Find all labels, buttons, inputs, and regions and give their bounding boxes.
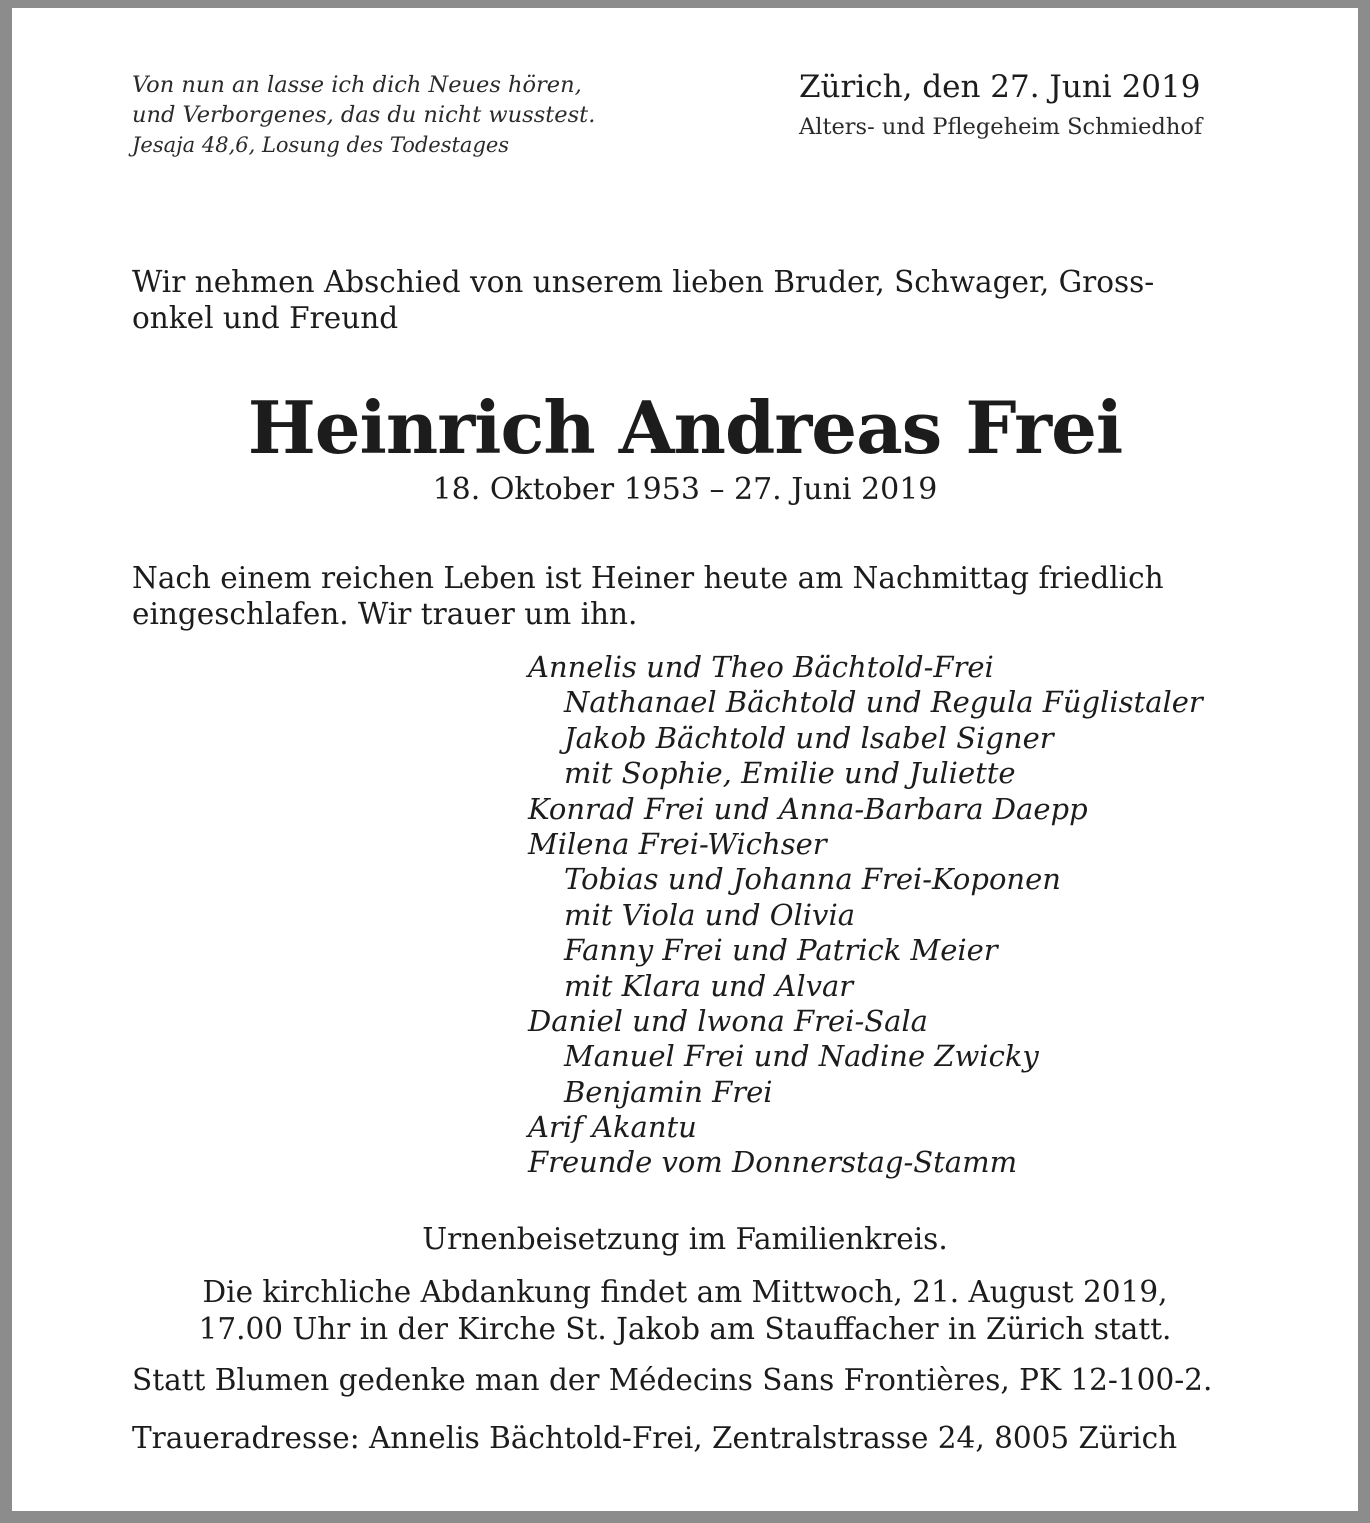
deceased-name: Heinrich Andreas Frei (247, 385, 1123, 470)
mourner-line: Annelis und Theo Bächtold-Frei (528, 650, 994, 684)
mourner-line: Benjamin Frei (564, 1074, 773, 1109)
venue: Alters- und Pflegeheim Schmiedhof (799, 114, 1203, 140)
mourner-line: mit Sophie, Emilie und Juliette (564, 756, 1016, 791)
message-line-2: eingeschlafen. Wir trauer um ihn. (132, 597, 638, 631)
intro-text (132, 264, 1154, 336)
mourner-line: Konrad Frei und Anna-Barbara Daepp (528, 791, 1088, 826)
obituary-notice (12, 8, 1358, 1511)
bible-verse (132, 70, 595, 160)
mourning-address: Traueradresse: Annelis Bächtold-Frei, Zentralstrasse 24, 8005 Zürich (132, 1421, 1178, 1455)
mourner-line: Manuel Frei und Nadine Zwicky (564, 1039, 1039, 1074)
verse-line-1: Von nun an lasse ich dich Neues hören, (132, 72, 582, 98)
mourner-line: Fanny Frei und Patrick Meier (564, 933, 998, 968)
burial-note: Urnenbeisetzung im Familienkreis. (422, 1222, 948, 1256)
mourner-line: Nathanael Bächtold und Regula Füglistaler (564, 685, 1203, 720)
service-note (12, 1274, 1358, 1348)
service-line-1: Die kirchliche Abdankung findet am Mittwoch, 21. August 2019, (202, 1275, 1168, 1309)
verse-line-2: und Verborgenes, das du nicht wusstest. (132, 102, 596, 128)
life-dates: 18. Oktober 1953 – 27. Juni 2019 (432, 472, 938, 507)
mourner-line: mit Klara und Alvar (564, 968, 854, 1003)
place-date: Zürich, den 27. Juni 2019 (799, 69, 1201, 105)
message-line-1: Nach einem reichen Leben ist Heiner heute am Nachmittag friedlich (132, 561, 1164, 595)
verse-source: Jesaja 48,6, Losung des Todestages (132, 133, 510, 157)
intro-line-2: onkel und Freund (132, 301, 399, 335)
mourner-line: Freunde vom Donnerstag-Stamm (528, 1145, 1018, 1180)
mourners-list (528, 650, 1203, 1181)
mourner-line: Tobias und Johanna Frei-Koponen (564, 862, 1061, 897)
mourner-line: Arif Akantu (528, 1110, 697, 1145)
intro-line-1: Wir nehmen Abschied von unserem lieben Bruder, Schwager, Gross- (132, 265, 1155, 299)
mourner-line: mit Viola und Olivia (564, 897, 856, 932)
donation-note: Statt Blumen gedenke man der Médecins Sans Frontières, PK 12-100-2. (132, 1363, 1213, 1397)
mourner-line: Jakob Bächtold und lsabel Signer (564, 720, 1054, 755)
message-text (132, 560, 1164, 632)
mourner-line: Daniel und lwona Frei-Sala (528, 1003, 928, 1038)
mourner-line: Milena Frei-Wichser (528, 826, 827, 861)
service-line-2: 17.00 Uhr in der Kirche St. Jakob am Stauffacher in Zürich statt. (198, 1312, 1172, 1346)
